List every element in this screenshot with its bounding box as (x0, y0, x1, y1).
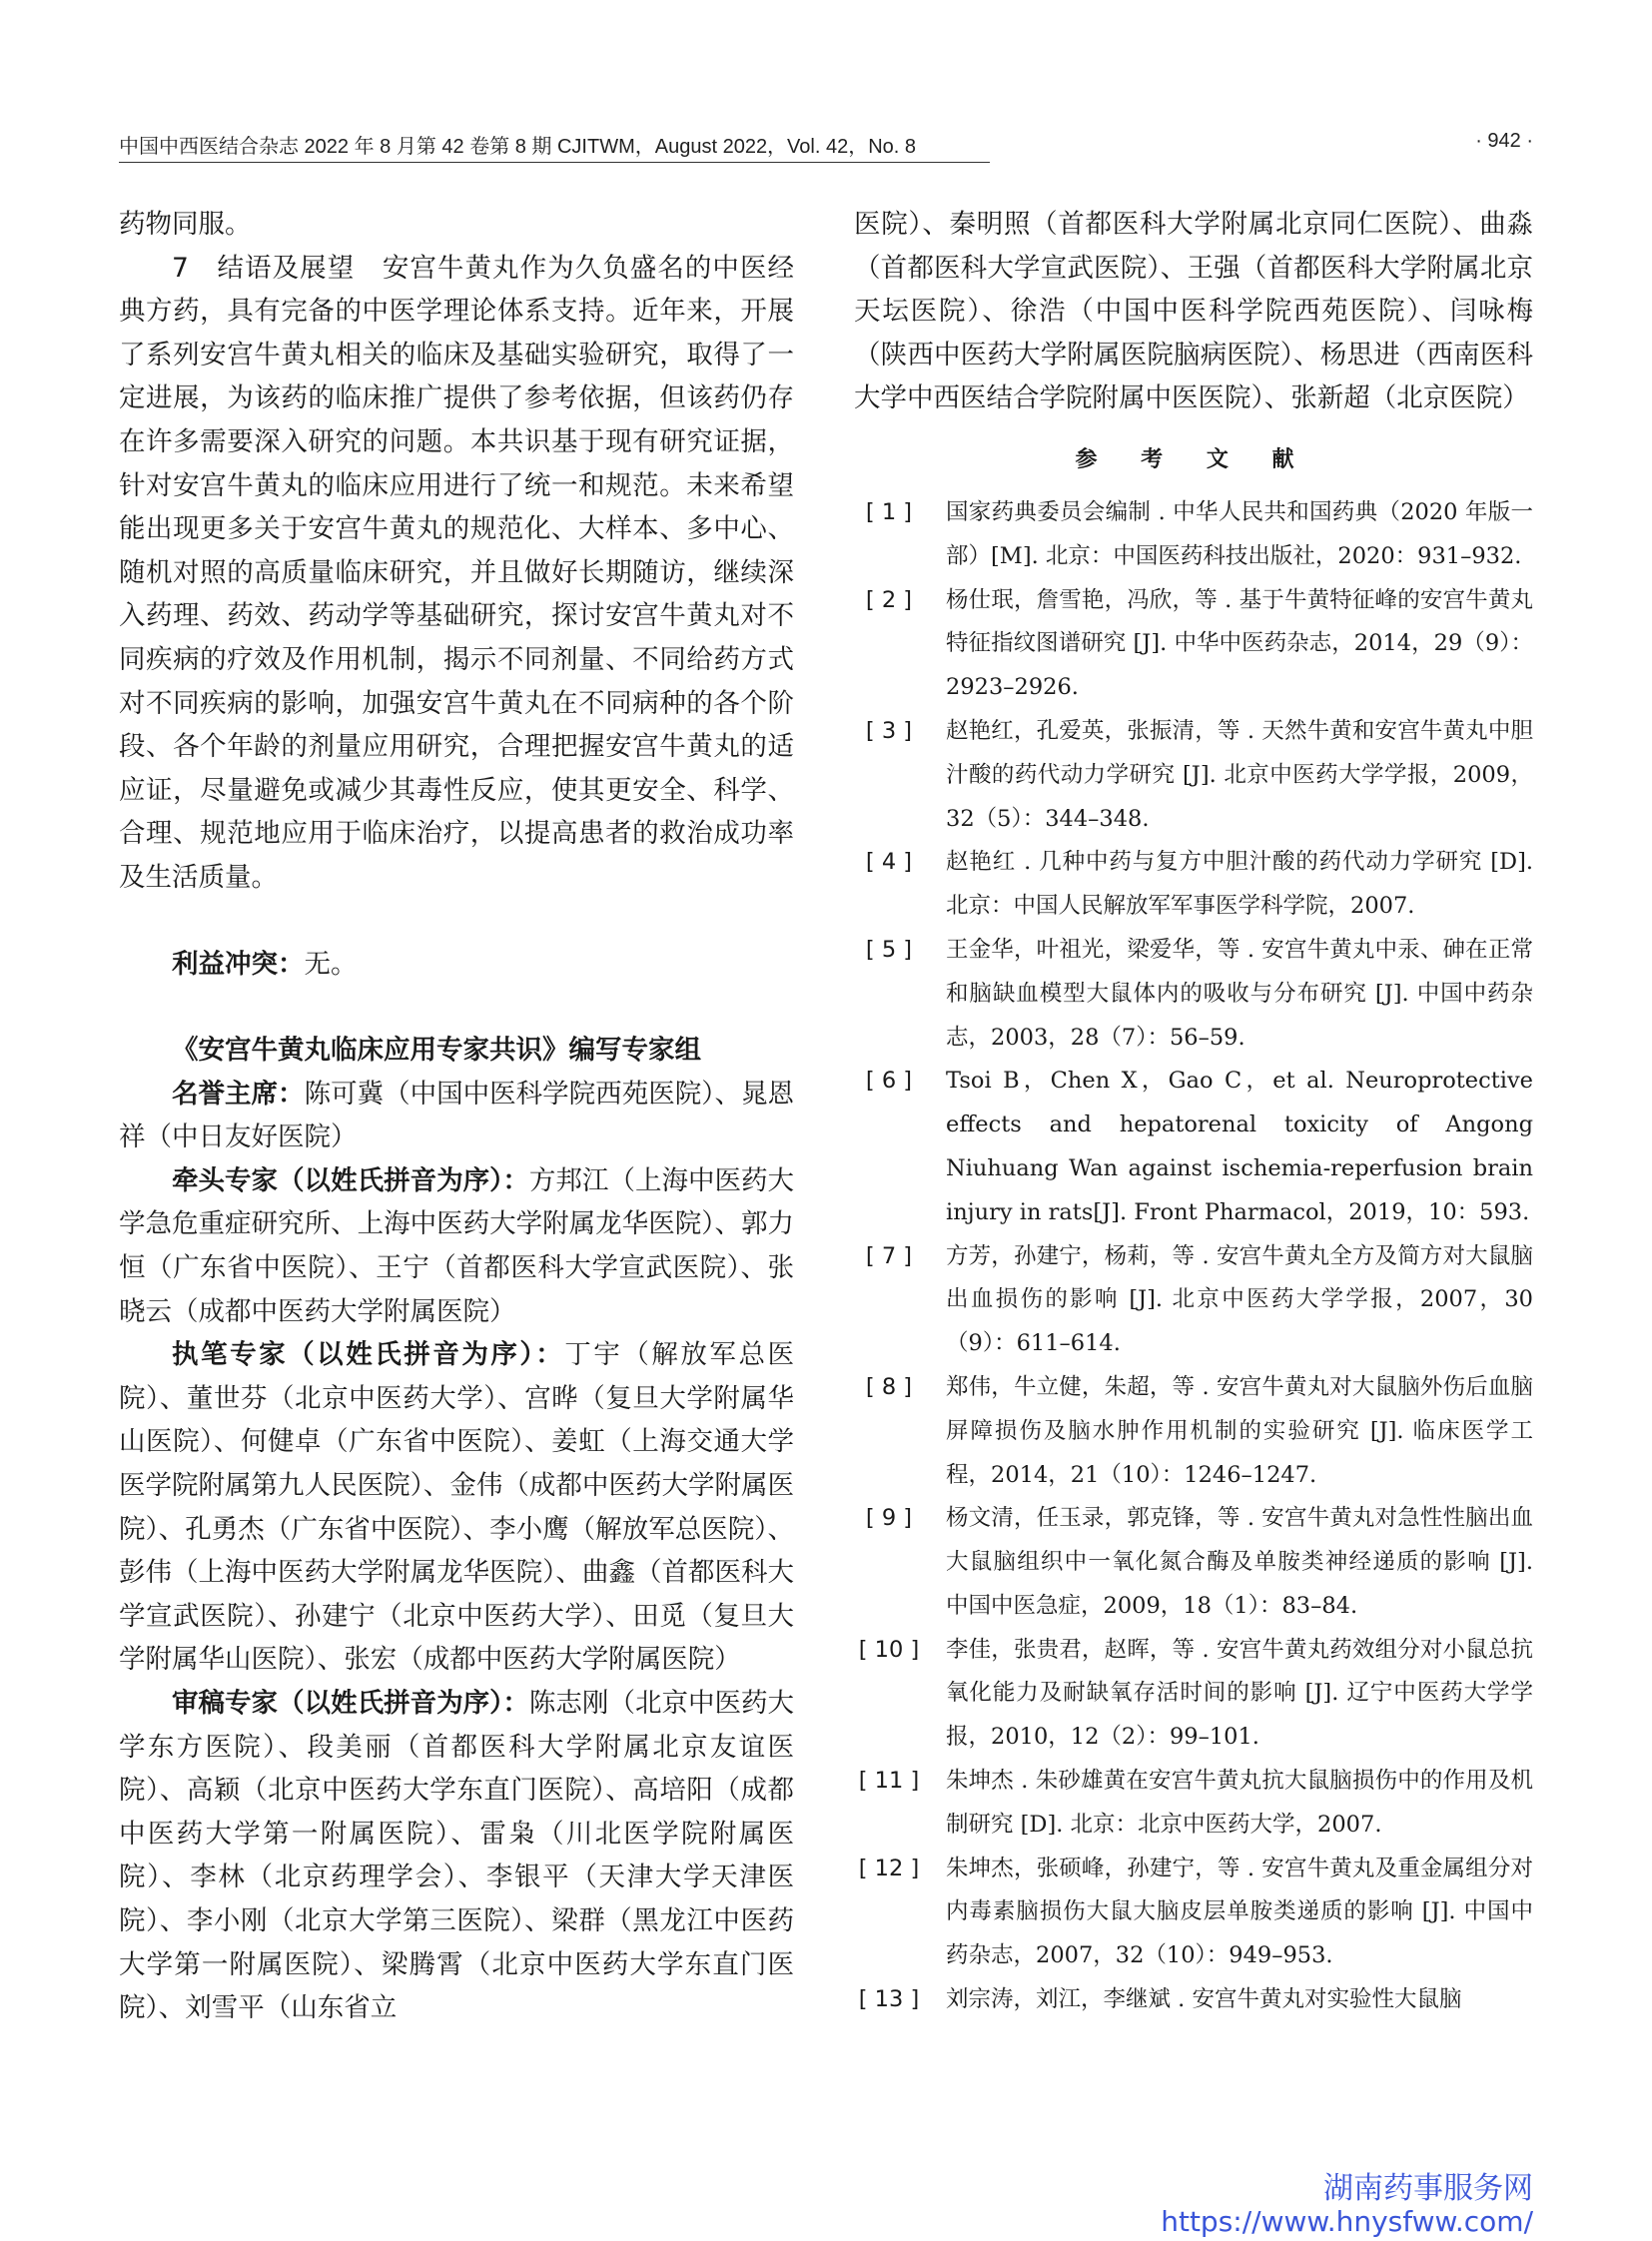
reference-number: [ 13 ] (858, 1986, 920, 2013)
reference-number: [ 3 ] (865, 717, 913, 744)
watermark-site-name: 湖南药事服务网 (1323, 2171, 1533, 2206)
reference-item (854, 1978, 1533, 2022)
reference-number: [ 11 ] (858, 1768, 920, 1795)
reference-number: [ 2 ] (865, 586, 913, 613)
writer-label: 执笔专家（以姓氏拼音为序）： (172, 1339, 565, 1371)
reference-item (854, 1629, 1533, 1760)
conflict-of-interest (119, 943, 794, 987)
reference-number: [ 5 ] (865, 936, 913, 963)
page-number: · 942 · (1475, 130, 1533, 152)
reference-text: 朱坤杰，张硕峰，孙建宁，等 . 安宫牛黄丸及重金属组分对内毒素脑损伤大鼠大脑皮层单胺类递质的影响 [J]. 中国中药杂志，2007，32（10）：949–953. (946, 1855, 1533, 1969)
review-experts (119, 1682, 794, 2030)
review-experts-continuation: 医院）、秦明照（首都医科大学附属北京同仁医院）、曲淼（首都医科大学宣武医院）、王强（首都医科大学附属北京天坛医院）、徐浩（中国中医科学院西苑医院）、闫咏梅（陕西中医药大学附属医院脑病医院）、杨思进（西南医科大学中西医结合学院附属中医医院）、张新超（北京医院） (854, 209, 1533, 414)
reference-text: 王金华，叶祖光，梁爱华，等 . 安宫牛黄丸中汞、砷在正常和脑缺血模型大鼠体内的吸收与分布研究 [J]. 中国中药杂志，2003，28（7）：56–59. (946, 936, 1533, 1051)
header-rule (119, 162, 990, 163)
reference-number: [ 6 ] (865, 1068, 913, 1095)
reference-item (854, 1060, 1533, 1234)
writer-text: 丁宇（解放军总医院）、董世芬（北京中医药大学）、宫晔（复旦大学附属华山医院）、何健卓（广东省中医院）、姜虹（上海交通大学医学院附属第九人民医院）、金伟（成都中医药大学附属医院）、孔勇杰（广东省中医院）、李小鹰（解放军总医院）、彭伟（上海中医药大学附属龙华医院）、曲鑫（首都医科大学宣武医院）、孙建宁（北京中医药大学）、田觅（复旦大学附属华山医院）、张宏（成都中医药大学附属医院） (119, 1339, 794, 1676)
reference-number: [ 1 ] (865, 498, 913, 525)
reference-item (854, 1497, 1533, 1628)
reference-item (854, 929, 1533, 1060)
honorary-chairs (119, 1073, 794, 1159)
running-header (119, 130, 1533, 166)
reference-text: 赵艳红，孔爱英，张振清，等 . 天然牛黄和安宫牛黄丸中胆汁酸的药代动力学研究 [J]. 北京中医药大学学报，2009，32（5）：344–348. (946, 717, 1533, 832)
reference-text: Tsoi B，Chen X，Gao C，et al. Neuroprotective effects and hepatorenal toxicity of Angong Niuhuang Wan against ischemia-reperfusion brain injury in rats[J]. Front Pharmacol，2019，10：593. (946, 1068, 1533, 1225)
reference-list (854, 491, 1533, 2022)
watermark-url[interactable]: https://www.hnysfww.com/ (1161, 2205, 1533, 2238)
reference-text: 郑伟，牛立健，朱超，等 . 安宫牛黄丸对大鼠脑外伤后血脑屏障损伤及脑水肿作用机制的实验研究 [J]. 临床医学工程，2014，21（10）：1246–1247. (946, 1373, 1533, 1488)
intro-line: 药物同服。 (119, 209, 252, 240)
reference-number: [ 12 ] (858, 1855, 920, 1881)
reference-text: 方芳，孙建宁，杨莉，等 . 安宫牛黄丸全方及简方对大鼠脑出血损伤的影响 [J]. 北京中医药大学学报，2007，30（9）：611–614. (946, 1242, 1533, 1357)
reference-item (854, 1366, 1533, 1497)
reference-item (854, 579, 1533, 710)
reference-item (854, 710, 1533, 841)
reference-item (854, 841, 1533, 929)
reference-number: [ 10 ] (858, 1636, 920, 1663)
honorary-text: 陈可冀（中国中医科学院西苑医院）、晁恩祥（中日友好医院） (119, 1078, 795, 1153)
reference-text: 杨文清，任玉录，郭克锋，等 . 安宫牛黄丸对急性性脑出血大鼠脑组织中一氧化氮合酶及单胺类神经递质的影响 [J]. 中国中医急症，2009，18（1）：83–84. (946, 1505, 1533, 1619)
journal-citation: 中国中西医结合杂志 2022 年 8 月第 42 卷第 8 期 CJITWM，August 2022，Vol. 42，No. 8 (119, 136, 917, 158)
conflict-label: 利益冲突： (172, 948, 305, 980)
reference-number: [ 7 ] (865, 1242, 913, 1269)
reference-text: 杨仕珉，詹雪艳，冯欣，等 . 基于牛黄特征峰的安宫牛黄丸特征指纹图谱研究 [J]. 中华中医药杂志，2014，29（9）：2923–2926. (946, 586, 1533, 701)
reference-number: [ 8 ] (865, 1373, 913, 1400)
reference-item (854, 1235, 1533, 1366)
lead-text: 方邦江（上海中医药大学急危重症研究所、上海中医药大学附属龙华医院）、郭力恒（广东省中医院）、王宁（首都医科大学宣武医院）、张晓云（成都中医药大学附属医院） (119, 1164, 795, 1327)
section-title: 结语及展望 (217, 252, 356, 284)
conflict-value: 无。 (304, 948, 358, 980)
reference-item (854, 1760, 1533, 1848)
left-column (119, 203, 794, 2030)
reference-number: [ 4 ] (865, 849, 913, 876)
reference-item (854, 491, 1533, 579)
writing-experts (119, 1333, 794, 1682)
lead-experts (119, 1159, 794, 1333)
reference-text: 赵艳红 . 几种中药与复方中胆汁酸的药代动力学研究 [D]. 北京：中国人民解放军军事医学科学院，2007. (946, 849, 1533, 920)
section-body: 安宫牛黄丸作为久负盛名的中医经典方药，具有完备的中医学理论体系支持。近年来，开展了系列安宫牛黄丸相关的临床及基础实验研究，取得了一定进展，为该药的临床推广提供了参考依据，但该药仍存在许多需要深入研究的问题。本共识基于现有研究证据，针对安宫牛黄丸的临床应用进行了统一和规范。未来希望能出现更多关于安宫牛黄丸的规范化、大样本、多中心、随机对照的高质量临床研究，并且做好长期随访，继续深入药理、药效、药动学等基础研究，探讨安宫牛黄丸对不同疾病的疗效及作用机制，揭示不同剂量、不同给药方式对不同疾病的影响，加强安宫牛黄丸在不同病种的各个阶段、各个年龄的剂量应用研究，合理把握安宫牛黄丸的适应证，尽量避免或减少其毒性反应，使其更安全、科学、合理、规范地应用于临床治疗，以提高患者的救治成功率及生活质量。 (119, 252, 795, 893)
reference-text: 李佳，张贵君，赵晖，等 . 安宫牛黄丸药效组分对小鼠总抗氧化能力及耐缺氧存活时间的影响 [J]. 辽宁中医药大学学报，2010，12（2）：99–101. (946, 1636, 1533, 1751)
lead-label: 牵头专家（以姓氏拼音为序）： (172, 1164, 529, 1196)
reference-text: 国家药典委员会编制 . 中华人民共和国药典（2020 年版一部）[M]. 北京：中国医药科技出版社，2020：931–932. (946, 498, 1533, 569)
section-number: 7 (172, 252, 189, 284)
reference-item (854, 1848, 1533, 1978)
review-label: 审稿专家（以姓氏拼音为序）： (172, 1688, 529, 1719)
reference-text: 刘宗涛，刘江，李继斌 . 安宫牛黄丸对实验性大鼠脑 (946, 1986, 1462, 2013)
review-text: 陈志刚（北京中医药大学东方医院）、段美丽（首都医科大学附属北京友谊医院）、高颖（北京中医药大学东直门医院）、高培阳（成都中医药大学第一附属医院）、雷枭（川北医学院附属医院）、李林（北京药理学会）、李银平（天津大学天津医院）、李小刚（北京大学第三医院）、梁群（黑龙江中医药大学第一附属医院）、梁腾霄（北京中医药大学东直门医院）、刘雪平（山东省立 (119, 1688, 795, 2024)
honorary-label: 名誉主席： (172, 1078, 305, 1110)
watermark (1134, 2172, 1533, 2238)
reference-text: 朱坤杰 . 朱砂雄黄在安宫牛黄丸抗大鼠脑损伤中的作用及机制研究 [D]. 北京：北京中医药大学，2007. (946, 1768, 1533, 1838)
reference-number: [ 9 ] (865, 1505, 913, 1532)
section-7-paragraph (119, 247, 794, 900)
expert-group-title: 《安宫牛黄丸临床应用专家共识》编写专家组 (172, 1035, 701, 1067)
references-heading: 参 考 文 献 (1075, 446, 1312, 472)
right-column (854, 203, 1533, 2022)
